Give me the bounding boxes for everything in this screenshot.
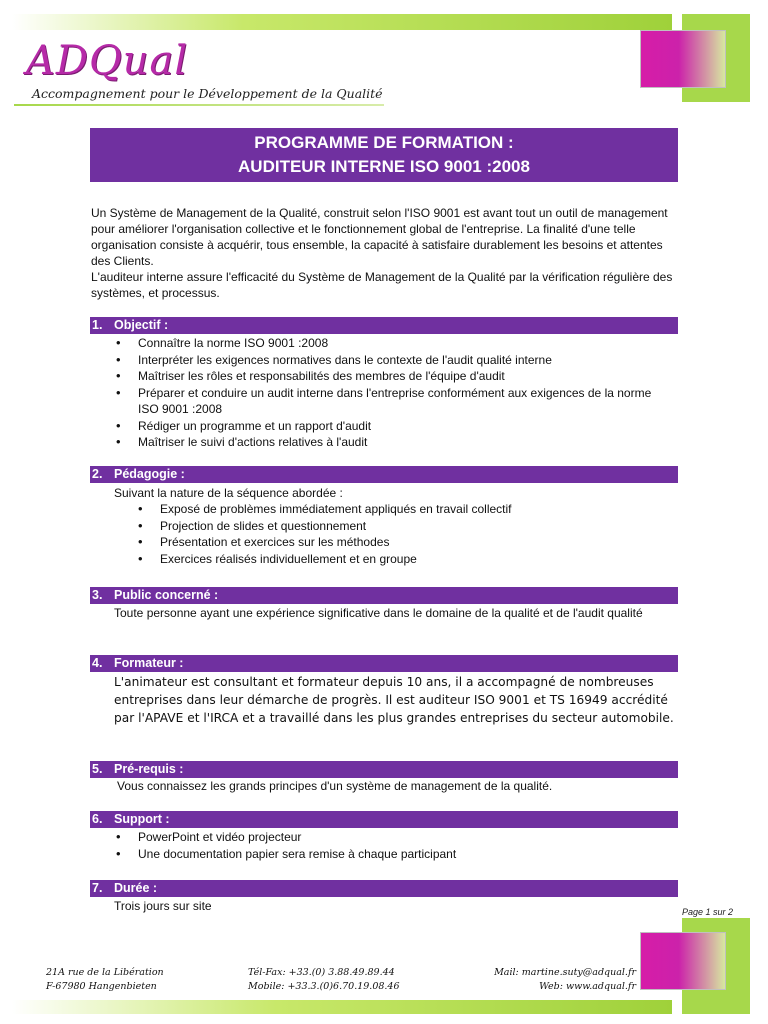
footer-web[interactable]: Web: www.adqual.fr xyxy=(539,980,636,992)
section-header-formateur xyxy=(90,655,678,672)
prerequis-text: Vous connaissez les grands principes d'un système de management de la qualité. xyxy=(117,779,553,793)
list-item: • Maîtriser les rôles et responsabilités des membres de l'équipe d'audit xyxy=(114,368,674,385)
section-number: 4. xyxy=(92,656,103,670)
section-header-public xyxy=(90,587,678,604)
company-logo: ADQual xyxy=(26,38,189,84)
footer-mobile: Mobile: +33.3.(0)6.70.19.08.46 xyxy=(248,980,400,992)
intro-text xyxy=(91,205,679,301)
section-number: 7. xyxy=(92,881,103,895)
document-title-box xyxy=(90,128,678,182)
pedagogie-list xyxy=(136,501,676,567)
section-number: 1. xyxy=(92,318,103,332)
section-header-prerequis xyxy=(90,761,678,778)
footer-address-line-1: 21A rue de la Libération xyxy=(46,967,164,978)
list-item: • Maîtriser le suivi d'actions relatives à l'audit xyxy=(114,434,674,451)
list-item: • Exposé de problèmes immédiatement appliqués en travail collectif xyxy=(136,501,676,518)
bottom-decor-bar xyxy=(12,1000,672,1014)
section-label: Pré-requis : xyxy=(114,762,184,776)
footer-mail[interactable]: Mail: martine.suty@adqual.fr xyxy=(494,967,636,978)
list-item: • Rédiger un programme et un rapport d'audit xyxy=(114,418,674,435)
section-number: 2. xyxy=(92,467,103,481)
list-item: • Une documentation papier sera remise à chaque participant xyxy=(114,846,674,863)
page-indicator: Page 1 sur 2 xyxy=(682,907,734,917)
list-item: • Projection de slides et questionnement xyxy=(136,518,676,535)
formateur-text: L'animateur est consultant et formateur depuis 10 ans, il a accompagné de nombreuses entreprises dans leur démarche de progrès. Il est auditeur ISO 9001 et TS 16949 accrédité par l'APAVE et l'IRCA et a travaillé dans les plus grandes entreprises du secteur automobile. xyxy=(114,675,674,725)
section-header-duree xyxy=(90,880,678,897)
public-text: Toute personne ayant une expérience significative dans le domaine de la qualité et de l'audit qualité xyxy=(114,606,643,620)
footer-contact xyxy=(460,966,636,993)
section-header-support xyxy=(90,811,678,828)
top-magenta-square xyxy=(640,30,726,88)
pedagogie-intro: Suivant la nature de la séquence abordée : xyxy=(114,486,343,500)
top-decor-bar xyxy=(12,14,672,30)
section-label: Objectif : xyxy=(114,318,169,332)
footer-phone-fax: Tél-Fax: +33.(0) 3.88.49.89.44 xyxy=(248,967,395,978)
company-tagline: Accompagnement pour le Développement de la Qualité xyxy=(32,86,383,101)
section-number: 5. xyxy=(92,762,103,776)
title-line-2: AUDITEUR INTERNE ISO 9001 :2008 xyxy=(238,157,530,176)
list-item: • Interpréter les exigences normatives dans le contexte de l'audit qualité interne xyxy=(114,352,674,369)
list-item: • Préparer et conduire un audit interne dans l'entreprise conformément aux exigences de la norme ISO 9001 :2008 xyxy=(114,385,674,418)
intro-paragraph-1: Un Système de Management de la Qualité, construit selon l'ISO 9001 est avant tout un outil de management pour améliorer l'organisation collective et le fonctionnement global de l'entreprise. La finalité d'une telle organisation consiste à acquérir, tous ensemble, la capacité à satisfaire durablement les besoins et attentes des Clients. xyxy=(91,206,668,268)
section-label: Public concerné : xyxy=(114,588,219,602)
footer-address xyxy=(46,966,164,993)
section-header-objectif xyxy=(90,317,678,334)
list-item: • Connaître la norme ISO 9001 :2008 xyxy=(114,335,674,352)
section-number: 3. xyxy=(92,588,103,602)
list-item: • PowerPoint et vidéo projecteur xyxy=(114,829,674,846)
section-label: Formateur : xyxy=(114,656,184,670)
list-item: • Exercices réalisés individuellement et en groupe xyxy=(136,551,676,568)
section-label: Support : xyxy=(114,812,170,826)
section-number: 6. xyxy=(92,812,103,826)
duree-text: Trois jours sur site xyxy=(114,899,212,913)
list-item: • Présentation et exercices sur les méthodes xyxy=(136,534,676,551)
title-line-1: PROGRAMME DE FORMATION : xyxy=(254,133,514,152)
section-label: Pédagogie : xyxy=(114,467,185,481)
support-list xyxy=(114,829,674,862)
bottom-magenta-square xyxy=(640,932,726,990)
tagline-underline xyxy=(14,104,384,106)
objectif-list xyxy=(114,335,674,451)
intro-paragraph-2: L'auditeur interne assure l'efficacité du Système de Management de la Qualité par la vérification régulière des systèmes, et processus. xyxy=(91,270,673,300)
section-header-pedagogie xyxy=(90,466,678,483)
footer-phones xyxy=(248,966,400,993)
footer-address-line-2: F-67980 Hangenbieten xyxy=(46,980,157,992)
section-label: Durée : xyxy=(114,881,158,895)
